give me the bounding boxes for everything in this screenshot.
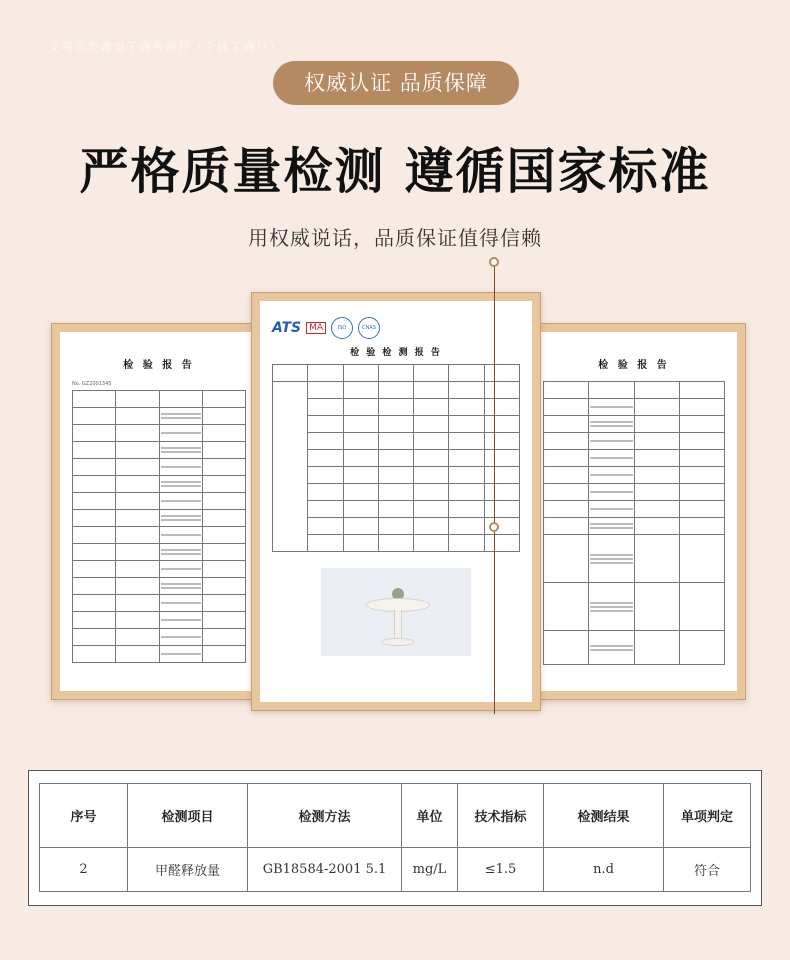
certificate-right bbox=[522, 323, 746, 700]
test-result-table bbox=[39, 783, 751, 892]
cell-result: n.d bbox=[544, 848, 664, 892]
certificate-paper bbox=[60, 332, 258, 691]
table-row bbox=[40, 848, 751, 892]
certificate-paper bbox=[531, 332, 737, 691]
header-judgement: 单项判定 bbox=[664, 784, 751, 848]
certificate-paper bbox=[260, 301, 532, 702]
cma-logo: MA bbox=[306, 322, 326, 334]
cell-test-item: 甲醛释放量 bbox=[128, 848, 248, 892]
certificate-table bbox=[543, 381, 725, 665]
header-unit: 单位 bbox=[402, 784, 458, 848]
callout-line bbox=[494, 262, 495, 714]
certificate-table bbox=[72, 390, 246, 663]
header-serial: 序号 bbox=[40, 784, 128, 848]
certificate-title: 检 验 报 告 bbox=[123, 360, 195, 371]
iso-logo: ISO bbox=[331, 317, 353, 339]
cell-test-method: GB18584-2001 5.1 bbox=[248, 848, 402, 892]
cell-judgement: 符合 bbox=[664, 848, 751, 892]
certification-badge: 权威认证 品质保障 bbox=[273, 61, 519, 105]
ats-logo: ATS bbox=[272, 320, 302, 336]
callout-dot bbox=[489, 257, 499, 267]
watermark-text: 义乌市炎鑫电子商务商行（个体工商户） bbox=[48, 40, 283, 54]
header-spec: 技术指标 bbox=[458, 784, 544, 848]
header-result: 检测结果 bbox=[544, 784, 664, 848]
certificate-left bbox=[51, 323, 267, 700]
header-test-method: 检测方法 bbox=[248, 784, 402, 848]
certificate-title: 检 验 检 测 报 告 bbox=[350, 348, 442, 358]
certificate-center bbox=[251, 292, 541, 711]
certificate-table bbox=[272, 364, 520, 552]
certificate-title: 检 验 报 告 bbox=[598, 360, 670, 371]
cell-spec: ≤1.5 bbox=[458, 848, 544, 892]
cell-serial: 2 bbox=[40, 848, 128, 892]
certification-logos bbox=[272, 317, 520, 339]
header-test-item: 检测项目 bbox=[128, 784, 248, 848]
callout-dot bbox=[489, 522, 499, 532]
test-result-zoom bbox=[28, 770, 762, 906]
headline: 严格质量检测 遵循国家标准 bbox=[79, 143, 711, 200]
cnas-logo: CNAS bbox=[358, 317, 380, 339]
product-photo bbox=[321, 568, 471, 656]
cell-unit: mg/L bbox=[402, 848, 458, 892]
subtitle: 用权威说话，品质保证值得信赖 bbox=[248, 226, 542, 250]
certificate-number: No. GZ2001345 bbox=[72, 381, 112, 387]
